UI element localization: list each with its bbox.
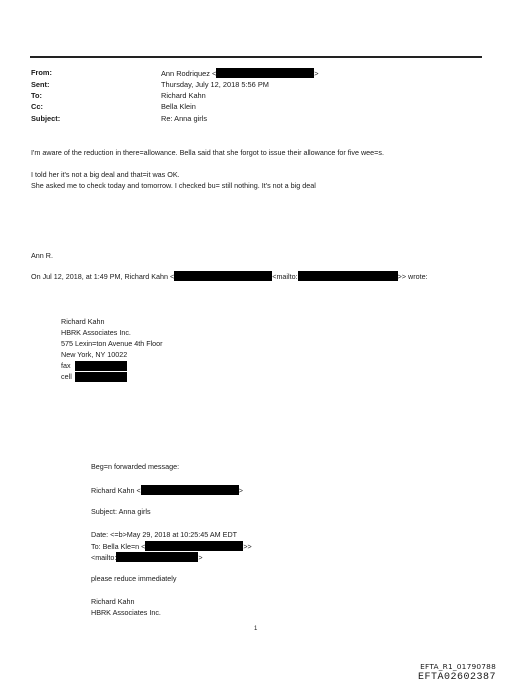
redaction-block: [75, 361, 127, 371]
forwarded-from: [91, 485, 243, 495]
to-label: To:: [31, 91, 42, 100]
forwarded-mailto-close: >: [198, 553, 203, 562]
forwarded-message: please reduce immediately: [91, 574, 177, 583]
from-close: >: [314, 69, 319, 78]
redaction-block: [75, 372, 127, 382]
quote-intro-c: >> wrote:: [397, 272, 428, 281]
forwarded-from-name: Richard Kahn <: [91, 486, 141, 495]
signature-cell: [61, 372, 72, 381]
signature-fax: [61, 361, 71, 370]
forwarded-sig-company: HBRK Associates Inc.: [91, 608, 161, 617]
redaction-block: [116, 552, 198, 562]
redaction-block: [145, 541, 243, 551]
cc-label: Cc:: [31, 102, 43, 111]
forwarded-sig-name: Richard Kahn: [91, 597, 135, 606]
body-line-3: She asked me to check today and tomorrow. I checked bu= still nothing. It's not a big deal: [31, 181, 316, 190]
body-line-2: I told her it's not a big deal and that=it was OK.: [31, 170, 180, 179]
signature-name: Richard Kahn: [61, 317, 105, 326]
forwarded-date: Date: <=b>May 29, 2018 at 10:25:45 AM EDT: [91, 530, 238, 539]
cell-label: cell: [61, 372, 72, 381]
body-line-1: I'm aware of the reduction in there=allowance. Bella said that she forgot to issue their allowance for five wee=s.: [31, 148, 384, 157]
to-value: Richard Kahn: [161, 91, 206, 100]
sent-label: Sent:: [31, 80, 50, 89]
fax-label: fax: [61, 361, 71, 370]
signature-city: New York, NY 10022: [61, 350, 128, 359]
forwarded-to-close: >>: [243, 542, 252, 551]
redaction-block: [141, 485, 239, 495]
forwarded-mailto: [91, 552, 203, 562]
forwarded-to-name: To: Bella Kle=n <: [91, 542, 146, 551]
subject-label: Subject:: [31, 114, 61, 123]
quote-intro-b: <mailto:: [272, 272, 298, 281]
bates-number-small: EFTA_R1_01790788: [420, 662, 496, 671]
signature-company: HBRK Associates Inc.: [61, 328, 131, 337]
signoff: Ann R.: [31, 251, 53, 260]
sent-value: Thursday, July 12, 2018 5:56 PM: [161, 80, 269, 89]
quote-intro: [31, 271, 428, 281]
forwarded-subject: Subject: Anna girls: [91, 507, 151, 516]
page-number: 1: [254, 626, 258, 632]
forwarded-mailto-open: <mailto:: [91, 553, 117, 562]
cc-value: Bella Klein: [161, 102, 196, 111]
from-value: [161, 68, 319, 78]
from-label: From:: [31, 68, 52, 77]
redaction-block: [216, 68, 314, 78]
subject-value: Re: Anna girls: [161, 114, 208, 123]
forwarded-to: [91, 541, 252, 551]
forwarded-from-close: >: [238, 486, 243, 495]
quote-intro-a: On Jul 12, 2018, at 1:49 PM, Richard Kahn <: [31, 272, 175, 281]
header-rule: [30, 56, 482, 58]
signature-address: 575 Lexin=ton Avenue 4th Floor: [61, 339, 163, 348]
bates-number-large: EFTA02602387: [417, 672, 496, 683]
forwarded-heading: Beg=n forwarded message:: [91, 462, 180, 471]
from-name: Ann Rodriquez <: [161, 69, 217, 78]
redaction-block: [298, 271, 398, 281]
redaction-block: [174, 271, 272, 281]
